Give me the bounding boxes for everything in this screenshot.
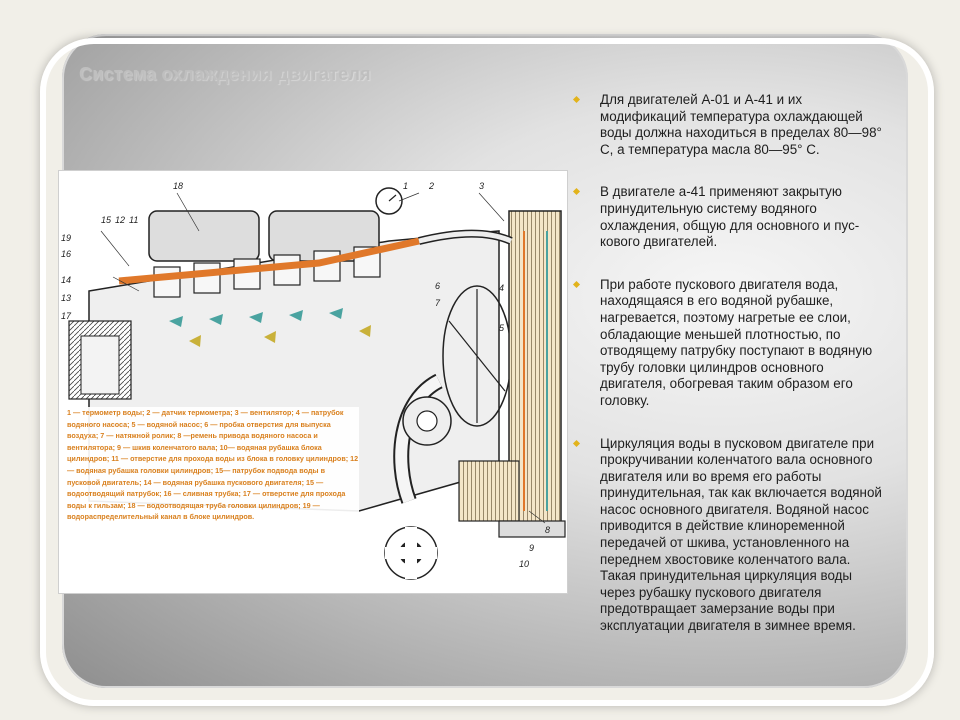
part-label: 12 (115, 215, 126, 225)
bullet-text: Для двигателей А-01 и А-41 и их модификаций температура охлаждающей воды должна находиться в пределах 80—98° С, а температура масла 80—95° С. (600, 92, 882, 157)
part-label: 4 (499, 283, 505, 293)
bullet-marker-icon (573, 96, 580, 103)
bullet-item (572, 277, 888, 410)
engine-illustration (59, 171, 567, 593)
bullet-item (572, 92, 888, 158)
bullet-text: В двигателе а-41 применяют закрытую принудительную систему водяного охлаждения, общую для основного и пус-кового двигателей. (600, 184, 860, 250)
part-label: 15 (101, 215, 112, 225)
figure-caption: 1 — термометр воды; 2 — датчик термометра; 3 — вентилятор; 4 — патрубок водяного насоса; 5 — водяной насос; 6 — пробка отверстия для выпуска воздуха; 7 — натяжной ролик; 8 —ремень привода водяного насоса и вентилятора; 9 — шкив коленчатого вала; 10— водяная рубашка блока цилиндров; 11 — отверстие для прохода воды из блока в головку цилиндров; 12 — водяная рубашка головки цилиндров; 15— патрубок подвода воды в пусковой двигатель; 14 — водяная рубашка пускового двигателя; 15 — водоотводящий патрубок; 16 — сливная трубка; 17 — отверстие для прохода воды к гильзам; 18 — водоотводящая труба головки цилиндров; 19 — водораспределительный канал в блоке цилиндров. (67, 408, 359, 522)
bullet-list (572, 92, 888, 635)
part-label: 8 (545, 525, 551, 535)
valve-cover-left (149, 211, 259, 261)
part-label: 18 (173, 181, 184, 191)
bullet-marker-icon (573, 281, 580, 288)
part-label: 9 (529, 543, 535, 553)
part-label: 13 (61, 293, 72, 303)
engine-cooling-diagram (58, 170, 568, 594)
part-label: 5 (499, 323, 505, 333)
part-label: 2 (429, 181, 435, 191)
part-label: 1 (403, 181, 409, 191)
part-label: 19 (61, 233, 72, 243)
bullet-item (572, 436, 888, 635)
bullet-text: Циркуляция воды в пусковом двигателе при прокручивании коленчатого вала основного двигателя или во время его работы принудительная, так как включается водяной насос основного двигателя. Водяной насос приводится в действие клиноременной передачей от шкива, установленного на переднем хвостовике коленчатого вала. Такая принудительная циркуляция воды через рубашку пускового двигателя предотвращает замерзание воды при эксплуатации двигателя в зимнее время. (600, 435, 882, 634)
part-label: 16 (61, 249, 72, 259)
bullet-item (572, 184, 888, 250)
cylinder-liner (81, 336, 119, 394)
bullet-marker-icon (573, 439, 580, 446)
slide-title: Система охлаждения двигателя (79, 64, 371, 84)
part-label: 17 (61, 311, 72, 321)
part-label: 3 (479, 181, 485, 191)
bullet-text: При работе пускового двигателя вода, находящаяся в его водяной рубашке, нагревается, поэтому нагретые ее слои, обладающие меньшей плотностью, по отводящему патрубку поступают в водяную трубу головки цилиндров основного двигателя, обогревая таким образом его головку. (600, 276, 873, 408)
part-label: 11 (129, 215, 139, 225)
part-label: 14 (61, 275, 72, 285)
bullet-marker-icon (573, 188, 580, 195)
part-label: 7 (435, 298, 441, 308)
part-label: 6 (435, 281, 441, 291)
part-label: 10 (519, 559, 530, 569)
